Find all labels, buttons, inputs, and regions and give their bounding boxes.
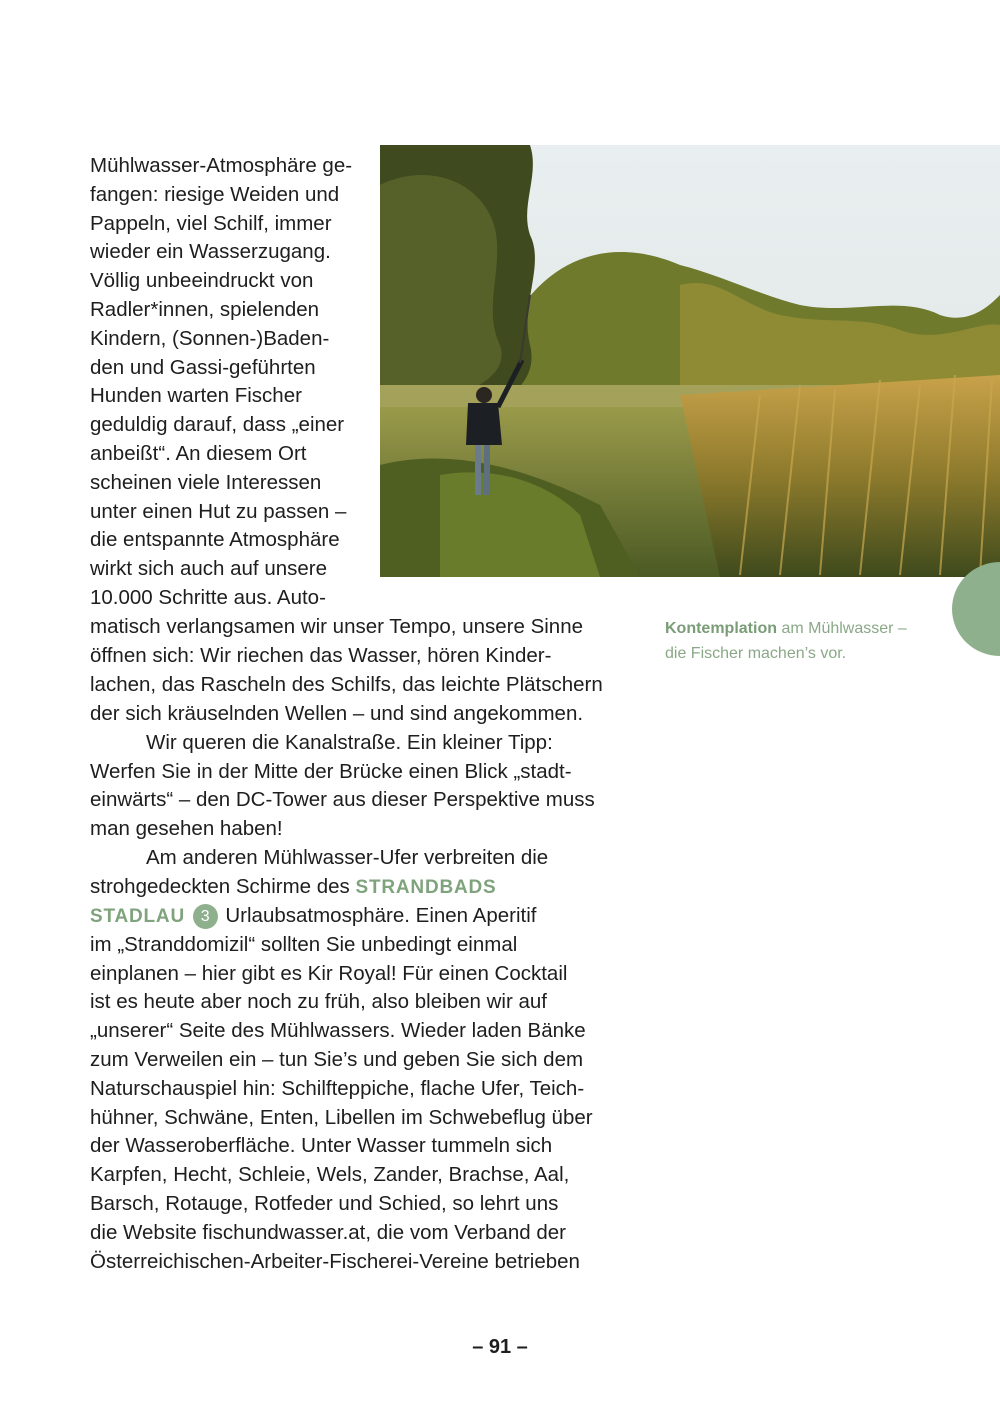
text-line: wieder ein Wasserzugang. (90, 240, 331, 263)
text-line: lachen, das Rascheln des Schilfs, das leichte Plätschern (90, 673, 603, 696)
text-line: Pappeln, viel Schilf, immer (90, 212, 332, 235)
text-line: „unserer“ Seite des Mühlwassers. Wieder laden Bänke (90, 1019, 586, 1042)
text-line: ist es heute aber noch zu früh, also bleiben wir auf (90, 990, 547, 1013)
landscape-photo (380, 145, 1000, 577)
highlight-stadlau: STADLAU (90, 906, 185, 927)
text-line: die entspannte Atmosphäre (90, 528, 340, 551)
photo-caption (665, 616, 965, 666)
text-line: Wir queren die Kanalstraße. Ein kleiner Tipp: (146, 731, 553, 754)
text-line: einwärts“ – den DC-Tower aus dieser Perspektive muss (90, 788, 595, 811)
text-line: der sich kräuselnden Wellen – und sind angekommen. (90, 702, 584, 725)
text-line (90, 872, 497, 902)
caption-bold: Kontemplation (665, 620, 777, 637)
photo-illustration (380, 145, 1000, 577)
text-line: Karpfen, Hecht, Schleie, Wels, Zander, Brachse, Aal, (90, 1163, 570, 1186)
text-line: hühner, Schwäne, Enten, Libellen im Schwebeflug über (90, 1106, 593, 1129)
text-line: der Wasseroberfläche. Unter Wasser tummeln sich (90, 1134, 553, 1157)
highlight-strandbads: STRANDBADS (355, 877, 497, 898)
text-line: fangen: riesige Weiden und (90, 183, 340, 206)
text-line: Naturschauspiel hin: Schilfteppiche, flache Ufer, Teich- (90, 1077, 585, 1100)
text-line: man gesehen haben! (90, 817, 283, 840)
text-line: öffnen sich: Wir riechen das Wasser, hören Kinder- (90, 644, 552, 667)
caption-text: am Mühlwasser – (777, 620, 907, 637)
text-line: matisch verlangsamen wir unser Tempo, unsere Sinne (90, 615, 584, 638)
text-line: Barsch, Rotauge, Rotfeder und Schied, so lehrt uns (90, 1192, 559, 1215)
text-line: den und Gassi-geführten (90, 356, 316, 379)
text-line: Hunden warten Fischer (90, 384, 302, 407)
text-line (90, 901, 536, 931)
page-number: – 91 – (472, 1336, 528, 1358)
text-line: Am anderen Mühlwasser-Ufer verbreiten die (146, 846, 549, 869)
text-line: 10.000 Schritte aus. Auto- (90, 586, 326, 609)
text-segment: Urlaubsatmosphäre. Einen Aperitif (219, 904, 537, 927)
text-line: Österreichischen-Arbeiter-Fischerei-Vereine betrieben (90, 1250, 580, 1273)
text-line: Mühlwasser-Atmosphäre ge- (90, 154, 353, 177)
location-marker-badge: 3 (193, 904, 218, 929)
text-line: Radler*innen, spielenden (90, 298, 320, 321)
text-line: scheinen viele Interessen (90, 471, 322, 494)
caption-line (665, 616, 965, 641)
text-line: die Website fischundwasser.at, die vom Verband der (90, 1221, 566, 1244)
text-line: im „Stranddomizil“ sollten Sie unbedingt einmal (90, 933, 518, 956)
text-line: wirkt sich auch auf unsere (90, 557, 328, 580)
text-line: geduldig darauf, dass „einer (90, 413, 345, 436)
text-line: Völlig unbeeindruckt von (90, 269, 314, 292)
text-segment: strohgedeckten Schirme des (90, 875, 350, 898)
caption-line: die Fischer machen’s vor. (665, 645, 847, 662)
text-line: zum Verweilen ein – tun Sie’s und geben Sie sich dem (90, 1048, 584, 1071)
text-line: Werfen Sie in der Mitte der Brücke einen Blick „stadt- (90, 760, 572, 783)
text-line: anbeißt“. An diesem Ort (90, 442, 307, 465)
text-line: einplanen – hier gibt es Kir Royal! Für einen Cocktail (90, 962, 568, 985)
text-line: unter einen Hut zu passen – (90, 500, 347, 523)
text-line: Kindern, (Sonnen-)Baden- (90, 327, 330, 350)
